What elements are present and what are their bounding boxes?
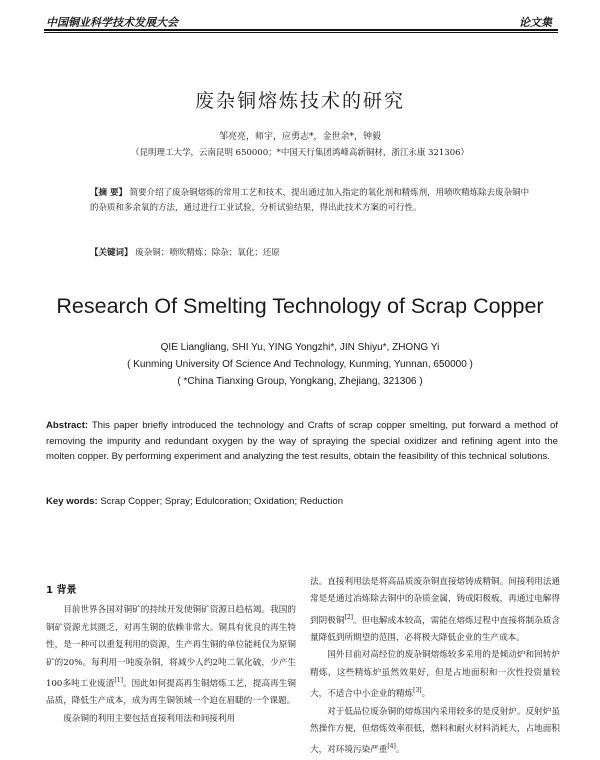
header-section-name: 论文集: [519, 16, 552, 29]
body-paragraph: [310, 574, 560, 647]
body-right-column: [310, 574, 560, 760]
body-paragraph: [310, 647, 560, 703]
paragraph-text: 。: [421, 689, 431, 700]
english-title: Research Of Smelting Technology of Scrap Copper: [56, 294, 544, 318]
paragraph-text: 。: [395, 745, 405, 756]
paragraph-text: 。但电解成本较高，需能在熔炼过程中直接将制杂质含量降低到所期望的范围，必将极大降低企业的生产成本。: [310, 615, 560, 644]
paragraph-text: 法。直接利用法是将高品质废杂铜直接熔铸成精铜。间接利用法通常是是通过冶炼除去铜中的杂质金属，铸成阳极板，再通过电解得到阴极铜: [310, 577, 560, 626]
english-authors: QIE Liangliang, SHI Yu, YING Yongzhi*, JIN Shiyu*, ZHONG Yi: [160, 342, 440, 353]
body-paragraph: [310, 704, 560, 760]
header-rule: [44, 29, 558, 31]
chinese-authors: 邹亮亮，师宇，应勇志*，金世余*，钟毅: [218, 132, 381, 142]
citation: [1]: [114, 677, 123, 685]
chinese-affiliation: （昆明理工大学，云南昆明 650000；*中国天行集团鸿峰高新铜材，浙江永康 321306）: [130, 148, 470, 158]
chinese-abstract-text: 简要介绍了废杂铜熔炼的常用工艺和技术，提出通过加入指定的氧化剂和精炼剂，用喷吹精炼除去废杂铜中的杂质和多余氧的方法，通过进行工业试验，分析试验结果，得出此技术方案的可行性。: [90, 188, 530, 213]
citation: [4]: [387, 743, 396, 751]
english-keywords-text: Scrap Copper; Spray; Edulcoration; Oxidation; Reduction: [97, 496, 344, 507]
paragraph-text: 。因此如何提高再生铜熔炼工艺，提高再生铜品质，降低生产成本，成为再生铜领域一个迫在眉睫的一个课题。: [46, 678, 296, 707]
section-heading: 1 背景: [46, 585, 77, 596]
chinese-abstract-label: 【摘 要】: [90, 188, 127, 198]
chinese-keywords-text: 废杂铜；喷吹精炼；除杂；氧化；还原: [135, 248, 280, 258]
english-abstract: [46, 418, 558, 465]
body-left-column: [46, 582, 296, 728]
chinese-abstract: [90, 186, 530, 216]
body-paragraph: [46, 711, 296, 728]
english-affiliation-1: ( Kunming University Of Science And Technology, Kunming, Yunnan, 650000 ): [127, 359, 473, 370]
paragraph-text: 废杂铜的利用主要包括直接利用法和间接利用: [63, 713, 236, 724]
paragraph-text: 国外目前对高经位的废杂铜熔炼较多采用的是倾动炉和回转炉精炼，这些精炼炉虽然效果好，但是占地面积和一次性投资量较大，不适合中小企业的精炼: [310, 650, 560, 700]
english-abstract-label: Abstract:: [46, 420, 89, 431]
paragraph-text: 目前世界各国对铜矿的持续开发使铜矿资源日趋枯竭。我国的铜矿资源尤其匮乏，对再生铜的依赖非常大。铜具有优良的再生特性，是一种可以重复利用的资源，生产再生铜的单位能耗仅为原铜矿的20%。每利用一吨废杂铜，将减少人约2吨二氧化硫，少产生100多吨工业废渣: [46, 605, 296, 689]
body-paragraph: [46, 602, 296, 710]
chinese-keywords: [90, 246, 530, 258]
header-journal-name: 中国铜业科学技术发展大会: [46, 16, 178, 29]
citation: [3]: [413, 687, 422, 695]
english-abstract-text: This paper briefly introduced the technology and Crafts of scrap copper smelting, put forward a method of removing the impurity and redundant oxygen by the way of spraying the special oxidizer and refining agent into the molten copper. By performing experiment and analyzing the test results, obtain the feasibility of this technical solutions.: [46, 420, 558, 462]
chinese-title: 废杂铜熔炼技术的研究: [194, 90, 405, 112]
english-keywords-label: Key words:: [46, 496, 98, 507]
english-affiliation-2: ( *China Tianxing Group, Yongkang, Zhejiang, 321306 ): [177, 376, 423, 387]
paragraph-text: 对于低品位废杂铜的熔炼国内采用较多的是反射炉。反射炉虽然操作方便，但熔炼效率很低，燃料和耐火材料消耗大，占地面积大，对环境污染严重: [310, 706, 560, 756]
citation: [2]: [344, 613, 353, 621]
header-rule-thin: [44, 32, 558, 33]
english-keywords: [46, 496, 558, 507]
chinese-keywords-label: 【关键词】: [90, 248, 133, 258]
